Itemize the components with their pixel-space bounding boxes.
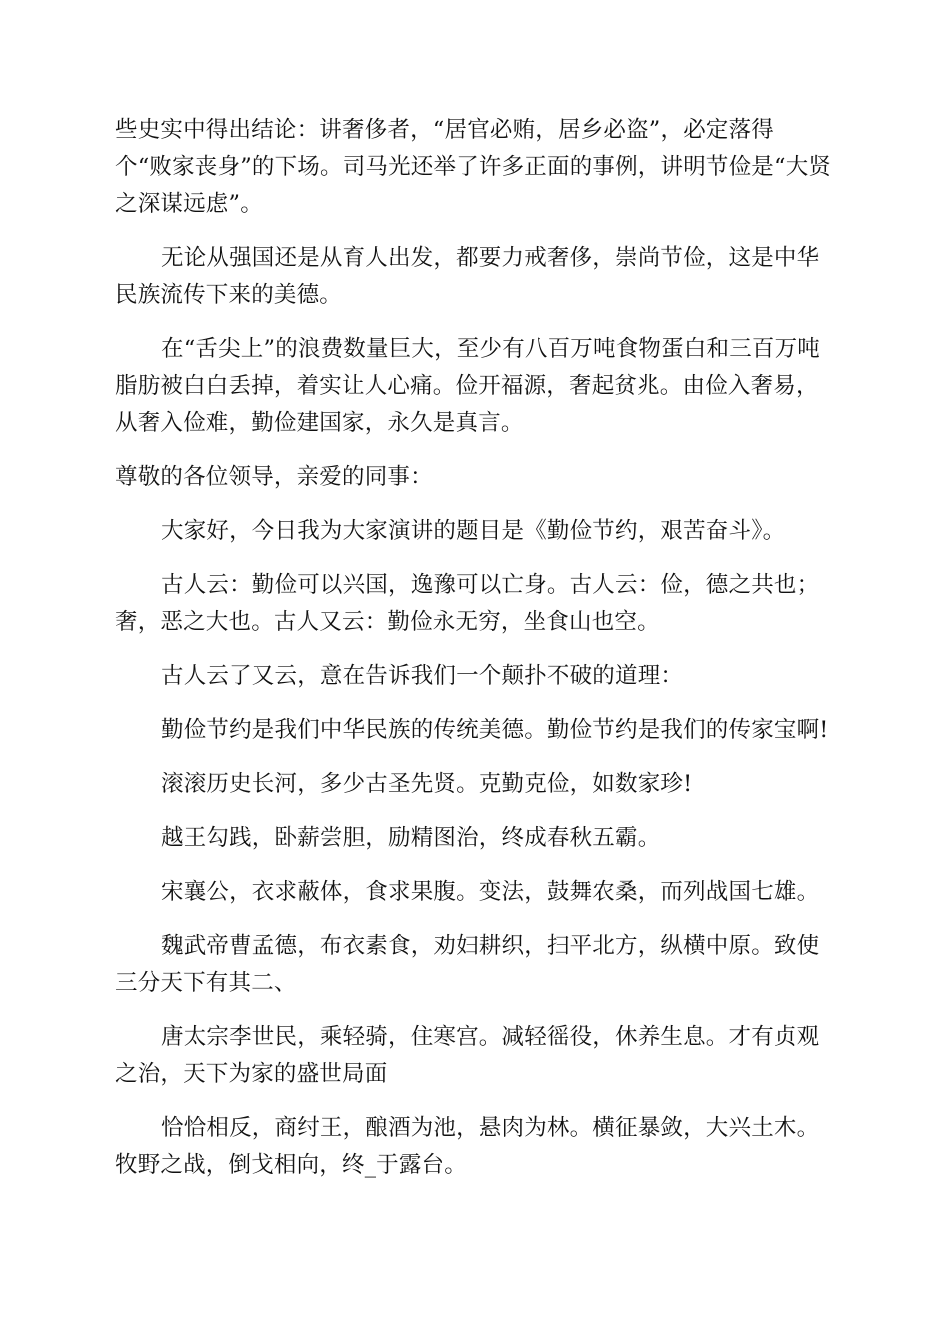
paragraph-1: 些史实中得出结论：讲奢侈者，“居官必贿，居乡必盗”，必定落得 个“败家丧身”的下场。司马光还举了许多正面的事例，讲明节俭是“大贤之深谋远虑”。: [115, 117, 832, 217]
paragraph-9: 滚滚历史长河，多少古圣先贤。克勤克俭，如数家珍!: [161, 771, 693, 797]
paragraph-2: 无论从强国还是从育人出发，都要力戒奢侈，崇尚节俭，这是中华民族流传下来的美德。: [115, 245, 820, 308]
paragraph-8: 勤俭节约是我们中华民族的传统美德。勤俭节约是我们的传家宝啊!: [161, 717, 829, 743]
paragraph-4-salutation: 尊敬的各位领导，亲爱的同事：: [115, 464, 433, 490]
paragraph-7: 古人云了又云，意在告诉我们一个颠扑不破的道理：: [161, 663, 684, 689]
paragraph-11: 宋襄公，衣求蔽体，食求果腹。变法，鼓舞农桑，而列战国七雄。: [161, 879, 820, 905]
document-page: [115, 112, 835, 1201]
paragraph-5: 大家好，今日我为大家演讲的题目是《勤俭节约，艰苦奋斗》。: [161, 518, 786, 544]
paragraph-14: 恰恰相反，商纣王，酿酒为池，悬肉为林。横征暴敛，大兴土木。牧野之战，倒戈相向，终_于露台。: [115, 1115, 820, 1178]
paragraph-12: 魏武帝曹孟德，布衣素食，劝妇耕织，扫平北方，纵横中原。致使三分天下有其二、: [115, 933, 820, 996]
paragraph-10: 越王勾践，卧薪尝胆，励精图治，终成春秋五霸。: [161, 825, 661, 851]
paragraph-3: 在“舌尖上”的浪费数量巨大，至少有八百万吨食物蛋白和三百万吨脂肪被白白丢掉，着实让人心痛。俭开福源，奢起贫兆。由俭入奢易，从奢入俭难，勤俭建国家，永久是真言。: [115, 336, 821, 436]
paragraph-6: 古人云：勤俭可以兴国，逸豫可以亡身。古人云：俭，德之共也；奢，恶之大也。古人又云：勤俭永无穷，坐食山也空。: [115, 572, 820, 635]
paragraph-13: 唐太宗李世民，乘轻骑，住寒宫。减轻徭役，休养生息。才有贞观之治，天下为家的盛世局面: [115, 1024, 820, 1087]
